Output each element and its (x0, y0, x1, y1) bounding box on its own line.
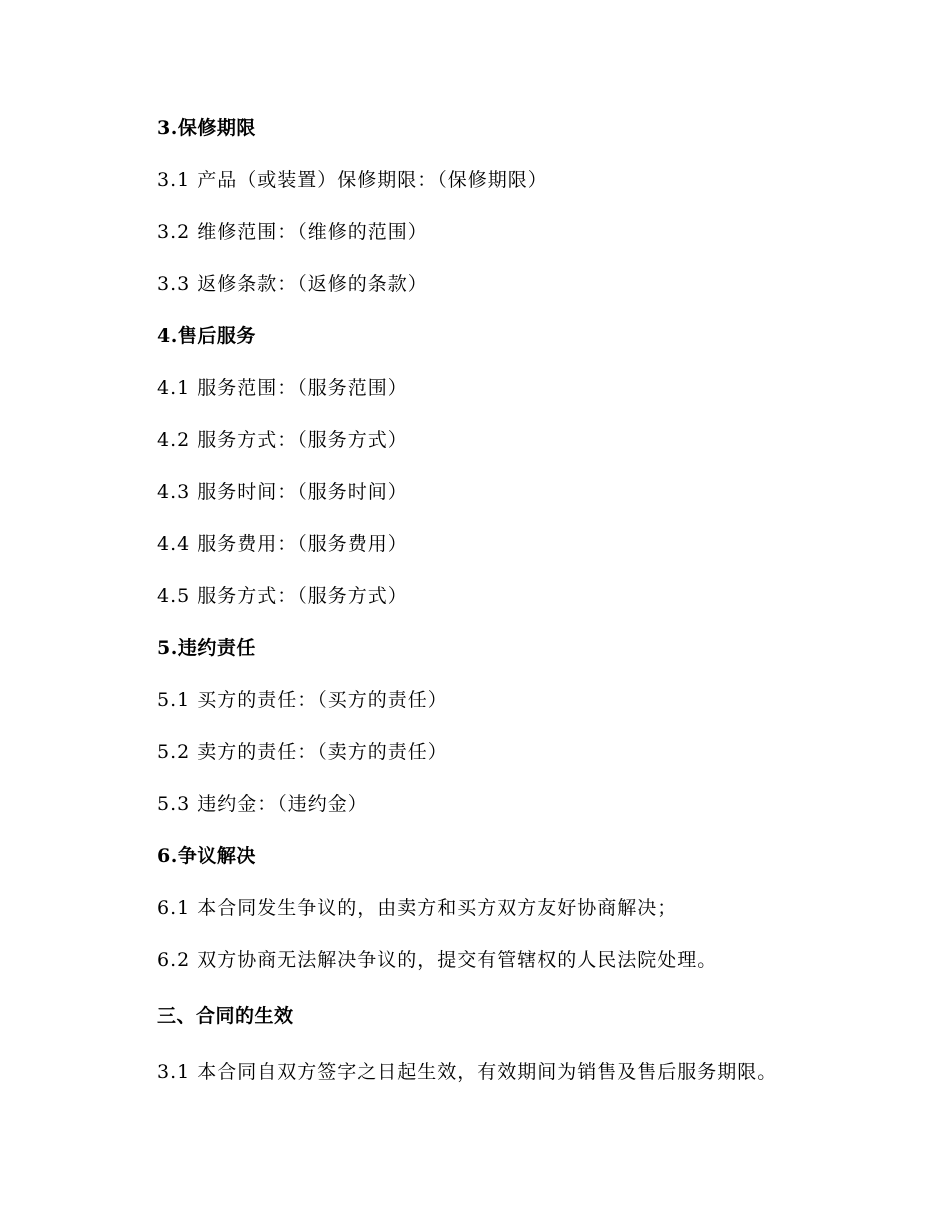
section-heading-effectiveness: 三、合同的生效 (157, 1005, 294, 1027)
clause-5-3-penalty: 5.3 违约金：（违约金） (157, 793, 368, 815)
document-page (157, 110, 857, 1094)
clause-6-2-court: 6.2 双方协商无法解决争议的，提交有管辖权的人民法院处理。 (157, 949, 718, 971)
clause-5-1-buyer-liability: 5.1 买方的责任：（买方的责任） (157, 689, 448, 711)
clause-5-2-seller-liability: 5.2 卖方的责任：（卖方的责任） (157, 741, 448, 763)
clause-3-2-repair-scope: 3.2 维修范围：（维修的范围） (157, 221, 428, 243)
section-heading-after-sales: 4.售后服务 (157, 325, 256, 347)
clause-4-5-service-method: 4.5 服务方式：（服务方式） (157, 585, 408, 607)
clause-4-2-service-method: 4.2 服务方式：（服务方式） (157, 429, 408, 451)
section-heading-liability: 5.违约责任 (157, 637, 256, 659)
clause-3-1-effective-date: 3.1 本合同自双方签字之日起生效，有效期间为销售及售后服务期限。 (157, 1061, 778, 1083)
section-heading-warranty: 3.保修期限 (157, 117, 256, 139)
section-heading-dispute: 6.争议解决 (157, 845, 256, 867)
clause-3-1-warranty-period: 3.1 产品（或装置）保修期限：（保修期限） (157, 169, 548, 191)
clause-4-4-service-fee: 4.4 服务费用：（服务费用） (157, 533, 408, 555)
clause-4-3-service-time: 4.3 服务时间：（服务时间） (157, 481, 408, 503)
clause-4-1-service-scope: 4.1 服务范围：（服务范围） (157, 377, 408, 399)
clause-6-1-negotiation: 6.1 本合同发生争议的，由卖方和买方双方友好协商解决； (157, 897, 678, 919)
clause-3-3-return-repair: 3.3 返修条款：（返修的条款） (157, 273, 428, 295)
